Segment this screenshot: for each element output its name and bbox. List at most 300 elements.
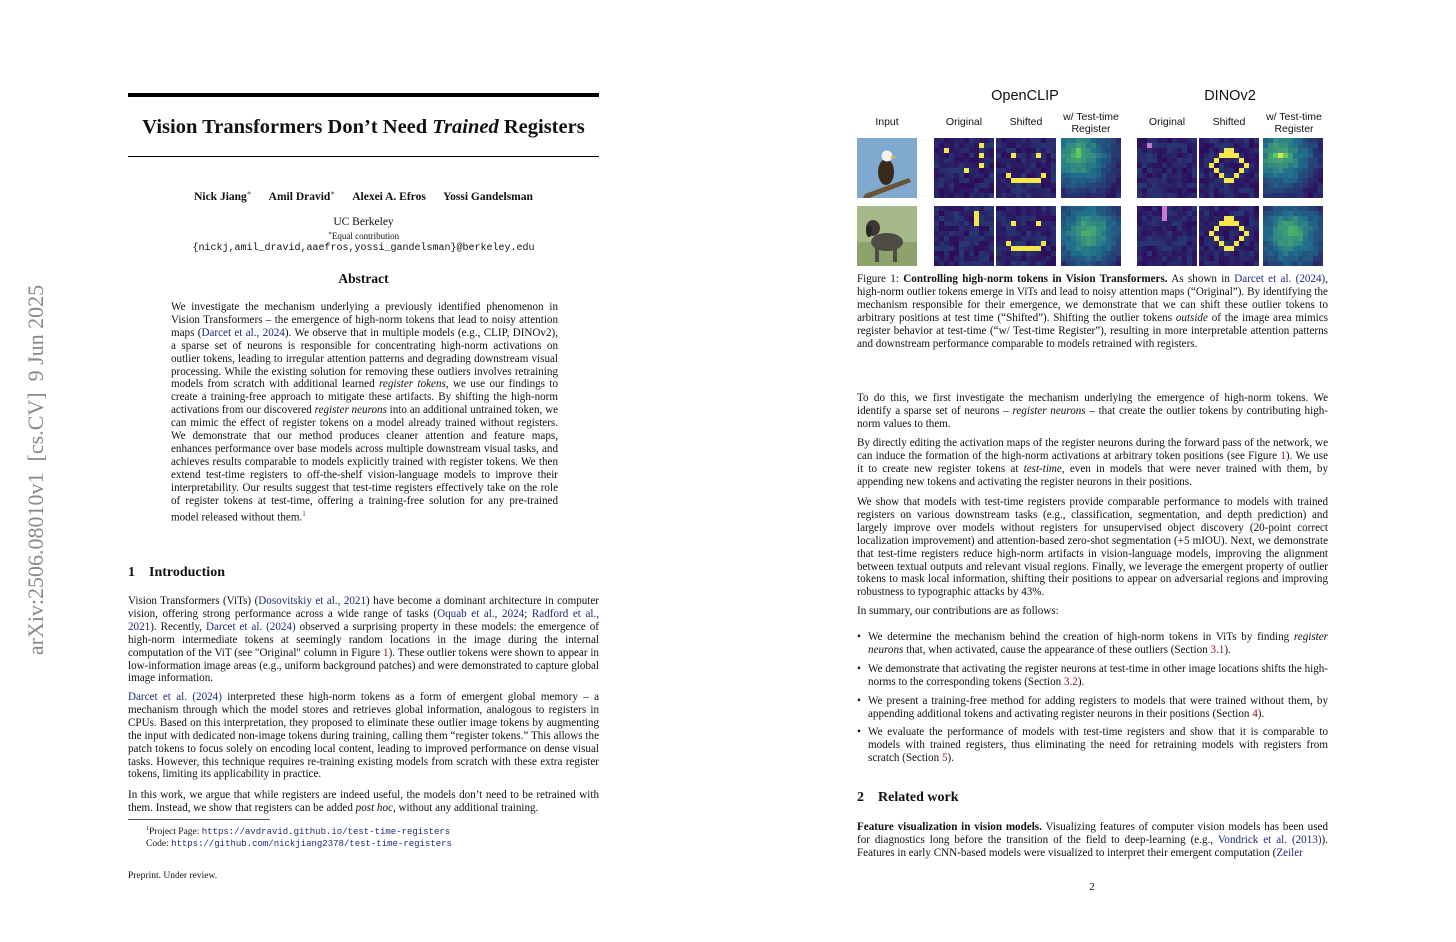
heatmap-cell: [1116, 241, 1121, 246]
heatmap-cell: [1278, 241, 1283, 246]
heatmap-cell: [1096, 158, 1101, 163]
heatmap-cell: [1111, 221, 1116, 226]
heatmap-cell: [1081, 236, 1086, 241]
heatmap-cell: [1298, 246, 1303, 251]
heatmap-dinov2-shifted-row1: [1199, 138, 1259, 198]
heatmap-cell: [1091, 216, 1096, 221]
heatmap-cell: [1273, 138, 1278, 143]
heatmap-cell: [1229, 261, 1234, 266]
heatmap-cell: [1298, 216, 1303, 221]
heatmap-cell: [1061, 206, 1066, 211]
heatmap-cell: [1106, 173, 1111, 178]
heatmap-cell: [1101, 251, 1106, 256]
heatmap-cell: [949, 138, 954, 143]
figure-ref[interactable]: 1: [383, 646, 389, 659]
heatmap-cell: [1157, 241, 1162, 246]
heatmap-cell: [1096, 226, 1101, 231]
heatmap-cell: [1172, 188, 1177, 193]
heatmap-cell: [1001, 226, 1006, 231]
figure-group-label-dinov2: DINOv2: [1204, 88, 1256, 104]
heatmap-cell: [1036, 241, 1041, 246]
heatmap-cell: [969, 231, 974, 236]
heatmap-cell: [1071, 211, 1076, 216]
heatmap-cell: [934, 256, 939, 261]
code-link[interactable]: https://github.com/nickjiang2378/test-time-registers: [171, 839, 452, 850]
heatmap-cell: [964, 241, 969, 246]
heatmap-cell: [1051, 256, 1056, 261]
heatmap-cell: [1142, 163, 1147, 168]
heatmap-cell: [1076, 163, 1081, 168]
heatmap-cell: [974, 188, 979, 193]
heatmap-cell: [1076, 193, 1081, 198]
heatmap-cell: [1204, 153, 1209, 158]
heatmap-cell: [1263, 221, 1268, 226]
heatmap-cell: [1182, 236, 1187, 241]
heatmap-cell: [1283, 163, 1288, 168]
heatmap-cell: [984, 241, 989, 246]
heatmap-cell: [1137, 188, 1142, 193]
heatmap-cell: [964, 226, 969, 231]
heatmap-cell: [1147, 206, 1152, 211]
heatmap-cell: [1283, 183, 1288, 188]
heatmap-cell: [1187, 178, 1192, 183]
heatmap-cell: [1182, 231, 1187, 236]
heatmap-cell: [1081, 158, 1086, 163]
outlier-token-cell: [1219, 241, 1224, 246]
heatmap-cell: [984, 221, 989, 226]
heatmap-cell: [1011, 216, 1016, 221]
heatmap-cell: [959, 158, 964, 163]
heatmap-cell: [1041, 178, 1046, 183]
heatmap-cell: [1278, 143, 1283, 148]
heatmap-cell: [939, 158, 944, 163]
heatmap-cell: [1318, 226, 1323, 231]
heatmap-cell: [989, 168, 994, 173]
heatmap-cell: [1298, 153, 1303, 158]
heatmap-cell: [1101, 163, 1106, 168]
heatmap-cell: [979, 246, 984, 251]
heatmap-cell: [1263, 148, 1268, 153]
heatmap-cell: [1214, 251, 1219, 256]
heatmap-cell: [949, 178, 954, 183]
heatmap-cell: [1091, 183, 1096, 188]
heatmap-cell: [1288, 216, 1293, 221]
citation-link[interactable]: Radford et al., 2021: [128, 607, 600, 633]
footnote-mark[interactable]: 1: [302, 509, 306, 518]
heatmap-cell: [1172, 226, 1177, 231]
heatmap-cell: [1051, 231, 1056, 236]
heatmap-cell: [1177, 216, 1182, 221]
heatmap-cell: [964, 173, 969, 178]
heatmap-cell: [1303, 183, 1308, 188]
section-ref[interactable]: 3.1: [1210, 643, 1225, 656]
heatmap-cell: [1041, 206, 1046, 211]
heatmap-cell: [1204, 138, 1209, 143]
section-ref[interactable]: 5: [941, 751, 948, 764]
outlier-token-cell: [1214, 168, 1219, 173]
heatmap-cell: [1096, 206, 1101, 211]
heatmap-cell: [1182, 183, 1187, 188]
heatmap-cell: [1147, 173, 1152, 178]
heatmap-cell: [1071, 143, 1076, 148]
heatmap-cell: [1081, 153, 1086, 158]
heatmap-cell: [1061, 256, 1066, 261]
related-work-paragraph: Feature visualization in vision models. Visualizing features of computer vision models has been used for diagnostics long before the transition of the field to deep-learning (e.g., Vondrick et al. (2013)). Features in early CNN-based models were visualized to interpret their emergent computation (Zeiler: [857, 821, 1328, 859]
heatmap-cell: [1278, 236, 1283, 241]
heatmap-cell: [1116, 178, 1121, 183]
heatmap-cell: [1303, 163, 1308, 168]
heatmap-cell: [944, 168, 949, 173]
heatmap-cell: [1187, 206, 1192, 211]
heatmap-cell: [1172, 138, 1177, 143]
heatmap-cell: [1214, 206, 1219, 211]
heatmap-cell: [954, 148, 959, 153]
heatmap-cell: [996, 183, 1001, 188]
heatmap-cell: [949, 261, 954, 266]
heatmap-cell: [974, 143, 979, 148]
heatmap-cell: [1273, 226, 1278, 231]
heatmap-cell: [939, 153, 944, 158]
heatmap-cell: [1081, 193, 1086, 198]
heatmap-cell: [1303, 143, 1308, 148]
heatmap-cell: [1224, 226, 1229, 231]
heatmap-cell: [984, 206, 989, 211]
heatmap-cell: [974, 173, 979, 178]
heatmap-cell: [1172, 216, 1177, 221]
heatmap-cell: [1031, 188, 1036, 193]
heatmap-cell: [954, 143, 959, 148]
heatmap-cell: [1036, 183, 1041, 188]
heatmap-cell: [1152, 221, 1157, 226]
heatmap-cell: [1006, 138, 1011, 143]
heatmap-cell: [1006, 153, 1011, 158]
heatmap-cell: [989, 158, 994, 163]
body-paragraph-1: To do this, we first investigate the mechanism underlying the emergence of high-norm tokens. We identify a sparse set of neurons – register neurons – that create the outlier tokens by contributing high-norm values to them.: [857, 392, 1328, 430]
heatmap-cell: [1076, 148, 1081, 153]
heatmap-cell: [1051, 261, 1056, 266]
heatmap-cell: [1278, 261, 1283, 266]
heatmap-cell: [1026, 158, 1031, 163]
outlier-token-cell: [1229, 153, 1234, 158]
section-ref[interactable]: 3.2: [1063, 675, 1078, 688]
heatmap-openclip-register-row1: [1061, 138, 1121, 198]
heatmap-cell: [959, 153, 964, 158]
heatmap-cell: [1249, 231, 1254, 236]
heatmap-cell: [1147, 211, 1152, 216]
heatmap-cell: [1111, 231, 1116, 236]
heatmap-cell: [1204, 221, 1209, 226]
heatmap-cell: [1254, 188, 1259, 193]
heatmap-cell: [939, 231, 944, 236]
heatmap-cell: [979, 241, 984, 246]
heatmap-cell: [1244, 168, 1249, 173]
heatmap-cell: [1001, 143, 1006, 148]
citation-link[interactable]: Vondrick et al. (2013): [1217, 833, 1322, 846]
heatmap-cell: [1011, 226, 1016, 231]
heatmap-cell: [1214, 183, 1219, 188]
heatmap-cell: [1224, 231, 1229, 236]
heatmap-cell: [964, 256, 969, 261]
heatmap-cell: [1288, 236, 1293, 241]
heatmap-cell: [1031, 221, 1036, 226]
heatmap-cell: [1318, 231, 1323, 236]
heatmap-cell: [1011, 138, 1016, 143]
heatmap-cell: [974, 231, 979, 236]
heatmap-cell: [974, 168, 979, 173]
heatmap-cell: [1239, 163, 1244, 168]
heatmap-cell: [996, 236, 1001, 241]
heatmap-cell: [1234, 188, 1239, 193]
heatmap-cell: [1006, 226, 1011, 231]
heatmap-cell: [934, 193, 939, 198]
heatmap-cell: [1076, 138, 1081, 143]
heatmap-cell: [939, 211, 944, 216]
heatmap-cell: [1273, 158, 1278, 163]
heatmap-cell: [1101, 236, 1106, 241]
heatmap-cell: [969, 163, 974, 168]
heatmap-cell: [1036, 168, 1041, 173]
heatmap-cell: [1229, 256, 1234, 261]
heatmap-cell: [969, 221, 974, 226]
heatmap-cell: [1192, 148, 1197, 153]
heatmap-cell: [1219, 193, 1224, 198]
heatmap-cell: [1249, 256, 1254, 261]
heatmap-cell: [1026, 261, 1031, 266]
heatmap-cell: [1021, 158, 1026, 163]
heatmap-cell: [1187, 236, 1192, 241]
heatmap-cell: [1111, 216, 1116, 221]
heatmap-cell: [1192, 178, 1197, 183]
heatmap-cell: [959, 241, 964, 246]
heatmap-cell: [1182, 163, 1187, 168]
heatmap-cell: [1061, 211, 1066, 216]
heatmap-cell: [1111, 168, 1116, 173]
outlier-token-cell: [1224, 148, 1229, 153]
heatmap-cell: [1209, 246, 1214, 251]
heatmap-cell: [1081, 148, 1086, 153]
heatmap-cell: [944, 188, 949, 193]
heatmap-cell: [1106, 226, 1111, 231]
heatmap-cell: [1046, 188, 1051, 193]
heatmap-cell: [1106, 211, 1111, 216]
heatmap-cell: [1273, 206, 1278, 211]
heatmap-cell: [1199, 138, 1204, 143]
heatmap-cell: [954, 231, 959, 236]
heatmap-cell: [1308, 251, 1313, 256]
heatmap-cell: [1011, 148, 1016, 153]
heatmap-cell: [1229, 143, 1234, 148]
heatmap-cell: [1157, 261, 1162, 266]
heatmap-cell: [1142, 211, 1147, 216]
heatmap-cell: [959, 211, 964, 216]
heatmap-cell: [1041, 193, 1046, 198]
project-page-link[interactable]: https://avdravid.github.io/test-time-registers: [201, 827, 451, 838]
heatmap-cell: [1268, 246, 1273, 251]
heatmap-cell: [1001, 178, 1006, 183]
heatmap-cell: [1041, 256, 1046, 261]
heatmap-cell: [1204, 178, 1209, 183]
heatmap-cell: [1001, 261, 1006, 266]
heatmap-cell: [1192, 188, 1197, 193]
heatmap-cell: [1167, 183, 1172, 188]
heatmap-cell: [1313, 173, 1318, 178]
heatmap-cell: [934, 251, 939, 256]
heatmap-cell: [1106, 246, 1111, 251]
heatmap-cell: [1182, 148, 1187, 153]
heatmap-cell: [1273, 193, 1278, 198]
related-work-heading: 2 Related work: [857, 790, 959, 805]
heatmap-cell: [1249, 158, 1254, 163]
heatmap-cell: [1061, 173, 1066, 178]
heatmap-cell: [1041, 231, 1046, 236]
heatmap-cell: [1268, 163, 1273, 168]
heatmap-cell: [984, 148, 989, 153]
heatmap-cell: [1244, 246, 1249, 251]
heatmap-cell: [1157, 206, 1162, 211]
heatmap-cell: [1066, 188, 1071, 193]
citation-link[interactable]: Zeiler: [1276, 846, 1303, 859]
citation-link[interactable]: Oquab et al., 2024: [437, 607, 525, 620]
heatmap-cell: [1293, 193, 1298, 198]
heatmap-cell: [1204, 158, 1209, 163]
heatmap-dinov2-register-row2: [1263, 206, 1323, 266]
heatmap-cell: [1001, 183, 1006, 188]
heatmap-cell: [1091, 148, 1096, 153]
heatmap-cell: [1278, 163, 1283, 168]
heatmap-cell: [1036, 256, 1041, 261]
heatmap-cell: [1016, 168, 1021, 173]
heatmap-cell: [1152, 211, 1157, 216]
heatmap-cell: [1182, 221, 1187, 226]
heatmap-dinov2-shifted-row2: [1199, 206, 1259, 266]
heatmap-cell: [1298, 221, 1303, 226]
heatmap-cell: [1142, 251, 1147, 256]
heatmap-cell: [1254, 231, 1259, 236]
heatmap-cell: [1147, 246, 1152, 251]
heatmap-cell: [954, 261, 959, 266]
heatmap-cell: [1076, 188, 1081, 193]
heatmap-cell: [1162, 241, 1167, 246]
heatmap-cell: [1224, 206, 1229, 211]
heatmap-cell: [1162, 148, 1167, 153]
citation-link[interactable]: Darcet et al., 2024: [201, 326, 285, 339]
heatmap-cell: [1192, 206, 1197, 211]
heatmap-cell: [1298, 188, 1303, 193]
heatmap-cell: [1081, 211, 1086, 216]
heatmap-cell: [984, 188, 989, 193]
heatmap-cell: [949, 236, 954, 241]
heatmap-cell: [1026, 226, 1031, 231]
citation-link[interactable]: Darcet et al. (2024): [205, 620, 296, 633]
heatmap-cell: [1249, 153, 1254, 158]
heatmap-cell: [939, 163, 944, 168]
heatmap-cell: [1234, 246, 1239, 251]
section-ref[interactable]: 4: [1252, 707, 1258, 720]
heatmap-cell: [949, 183, 954, 188]
heatmap-cell: [1234, 148, 1239, 153]
heatmap-cell: [1026, 251, 1031, 256]
heatmap-cell: [1036, 236, 1041, 241]
heatmap-cell: [974, 251, 979, 256]
heatmap-cell: [1234, 183, 1239, 188]
heatmap-cell: [1263, 256, 1268, 261]
figure-ref[interactable]: 1: [1280, 449, 1286, 462]
citation-link[interactable]: Darcet et al. (2024): [1234, 273, 1326, 285]
heatmap-cell: [1249, 241, 1254, 246]
heatmap-cell: [1147, 183, 1152, 188]
heatmap-cell: [1219, 261, 1224, 266]
heatmap-cell: [1147, 221, 1152, 226]
heatmap-cell: [1199, 246, 1204, 251]
heatmap-cell: [1278, 211, 1283, 216]
heatmap-cell: [1046, 143, 1051, 148]
heatmap-cell: [1308, 211, 1313, 216]
heatmap-cell: [1006, 163, 1011, 168]
heatmap-cell: [1234, 236, 1239, 241]
heatmap-cell: [1249, 138, 1254, 143]
heatmap-cell: [1239, 211, 1244, 216]
heatmap-cell: [1268, 183, 1273, 188]
heatmap-cell: [1081, 256, 1086, 261]
heatmap-cell: [934, 178, 939, 183]
heatmap-cell: [1071, 251, 1076, 256]
heatmap-cell: [1204, 256, 1209, 261]
outlier-token-cell: [1036, 153, 1041, 158]
heatmap-cell: [964, 183, 969, 188]
heatmap-cell: [1278, 153, 1283, 158]
heatmap-cell: [1209, 251, 1214, 256]
heatmap-cell: [1254, 173, 1259, 178]
heatmap-cell: [1288, 158, 1293, 163]
heatmap-cell: [984, 153, 989, 158]
heatmap-cell: [1101, 153, 1106, 158]
page-number: 2: [1089, 881, 1095, 893]
heatmap-cell: [1204, 246, 1209, 251]
heatmap-cell: [954, 193, 959, 198]
heatmap-cell: [1249, 178, 1254, 183]
heatmap-cell: [949, 168, 954, 173]
heatmap-cell: [1263, 246, 1268, 251]
heatmap-cell: [1303, 148, 1308, 153]
heatmap-cell: [954, 153, 959, 158]
heatmap-cell: [1076, 251, 1081, 256]
heatmap-cell: [1142, 246, 1147, 251]
heatmap-cell: [1116, 143, 1121, 148]
heatmap-cell: [1001, 246, 1006, 251]
heatmap-cell: [1111, 178, 1116, 183]
citation-link[interactable]: Darcet et al. (2024): [128, 691, 222, 703]
heatmap-cell: [1006, 231, 1011, 236]
heatmap-cell: [1137, 246, 1142, 251]
heatmap-cell: [1041, 221, 1046, 226]
heatmap-cell: [1192, 216, 1197, 221]
heatmap-cell: [1249, 193, 1254, 198]
heatmap-cell: [1234, 251, 1239, 256]
heatmap-cell: [1167, 236, 1172, 241]
heatmap-cell: [1116, 158, 1121, 163]
heatmap-cell: [1268, 231, 1273, 236]
heatmap-cell: [1254, 246, 1259, 251]
heatmap-cell: [954, 256, 959, 261]
heatmap-cell: [1152, 158, 1157, 163]
heatmap-cell: [1096, 168, 1101, 173]
heatmap-cell: [974, 261, 979, 266]
heatmap-cell: [1249, 236, 1254, 241]
heatmap-cell: [1288, 206, 1293, 211]
citation-link[interactable]: Dosovitskiy et al., 2021: [258, 595, 367, 607]
heatmap-cell: [1288, 221, 1293, 226]
heatmap-cell: [1214, 178, 1219, 183]
